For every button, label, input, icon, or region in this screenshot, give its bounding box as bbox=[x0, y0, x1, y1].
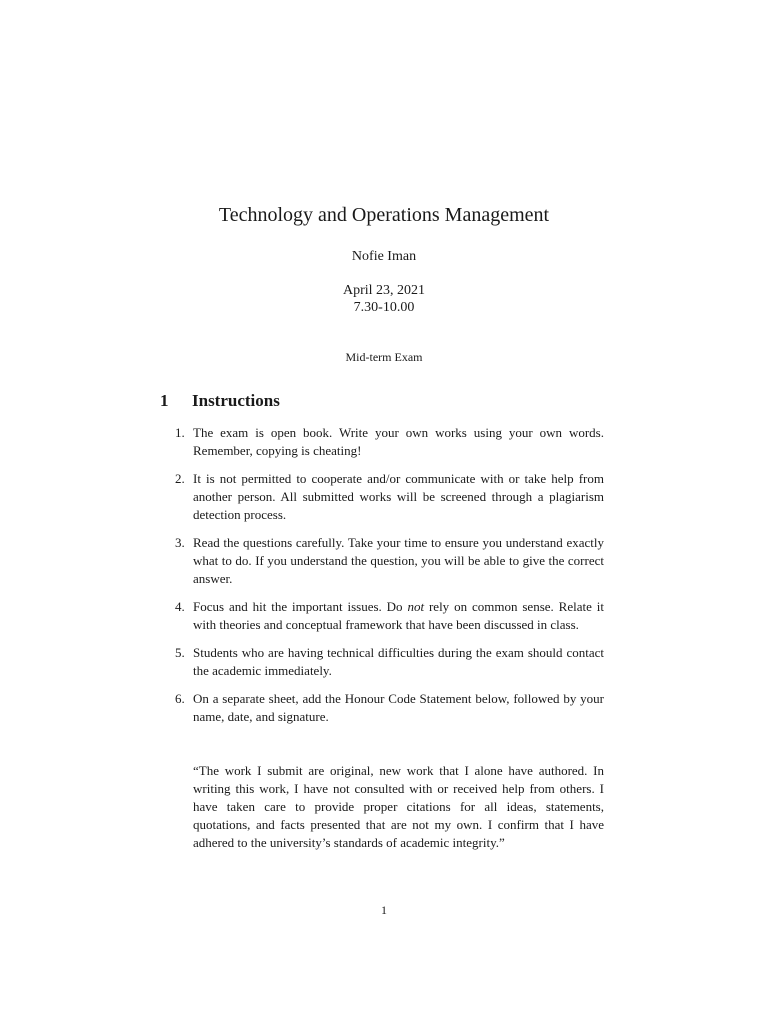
instruction-number: 5. bbox=[175, 645, 185, 660]
instruction-item-4 bbox=[160, 598, 604, 634]
instruction-text-before: Focus and hit the important issues. Do bbox=[193, 599, 408, 614]
instruction-item-2 bbox=[160, 470, 604, 524]
instruction-item-3 bbox=[160, 534, 604, 588]
document-title: Technology and Operations Management bbox=[218, 204, 550, 226]
instructions-list bbox=[160, 424, 604, 736]
instruction-item-1 bbox=[160, 424, 604, 460]
document-author: Nofie Iman bbox=[351, 249, 417, 264]
section-heading bbox=[160, 390, 280, 412]
instruction-number: 2. bbox=[175, 471, 185, 486]
page-number: 1 bbox=[381, 903, 387, 917]
instruction-text: The exam is open book. Write your own works using your own words. Remember, copying is cheating! bbox=[193, 425, 604, 458]
instruction-number: 4. bbox=[175, 599, 185, 614]
instruction-text: Read the questions carefully. Take your time to ensure you understand exactly what to do. If you understand the question, you will be able to give the correct answer. bbox=[193, 535, 604, 586]
instruction-number: 3. bbox=[175, 535, 185, 550]
honour-code-statement: “The work I submit are original, new work that I alone have authored. In writing this work, I have not consulted with or received help from others. I have taken care to provide proper citations for all ideas, statements, quotations, and facts presented that are not my own. I confirm that I have adhered to the university’s standards of academic integrity.” bbox=[193, 763, 604, 850]
document-time: 7.30-10.00 bbox=[353, 300, 415, 315]
section-number: 1 bbox=[160, 391, 169, 410]
document-date: April 23, 2021 bbox=[342, 283, 426, 298]
instruction-text: On a separate sheet, add the Honour Code Statement below, followed by your name, date, and signature. bbox=[193, 691, 604, 724]
instruction-emphasis: not bbox=[407, 599, 425, 614]
instruction-item-6 bbox=[160, 690, 604, 726]
instruction-text-after: rely on common sense. Relate it with theories and conceptual framework that have been discussed in class. bbox=[193, 599, 604, 632]
instruction-text: It is not permitted to cooperate and/or communicate with or take help from another person. All submitted works will be screened through a plagiarism detection process. bbox=[193, 471, 604, 522]
instruction-number: 6. bbox=[175, 691, 185, 706]
instruction-item-5 bbox=[160, 644, 604, 680]
instruction-number: 1. bbox=[175, 425, 185, 440]
instruction-text bbox=[193, 599, 604, 632]
instruction-text: Students who are having technical difficulties during the exam should contact the academic immediately. bbox=[193, 645, 604, 678]
document-subtitle: Mid-term Exam bbox=[345, 350, 423, 364]
section-title: Instructions bbox=[192, 391, 280, 410]
